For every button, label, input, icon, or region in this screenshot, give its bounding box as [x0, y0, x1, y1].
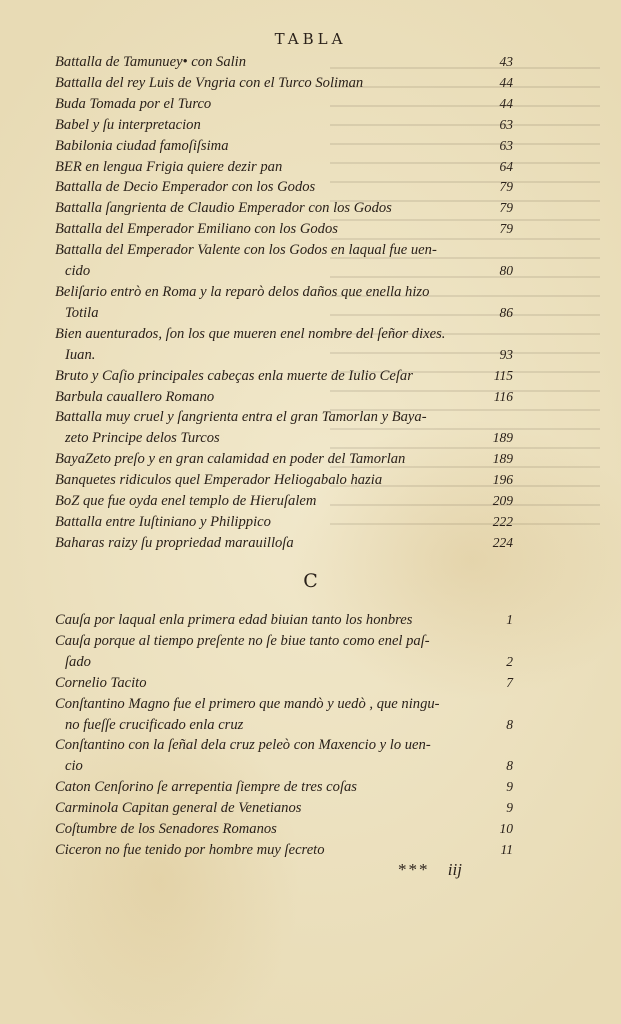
index-entry — [55, 777, 513, 798]
entry-text: Babel y ſu interpretacion — [55, 116, 201, 133]
catchword-signature — [398, 860, 518, 880]
entry-text: Coſtumbre de los Senadores Romanos — [55, 821, 277, 838]
entry-page-number: 8 — [506, 716, 513, 732]
entry-text: Caton Cenſorino ſe arrepentia ſiempre de tres coſas — [55, 779, 357, 796]
index-entry — [55, 157, 513, 178]
index-entry — [55, 840, 513, 861]
entry-text: Buda Tomada por el Turco — [55, 95, 212, 112]
entry-text-continued: Iuan. — [65, 346, 96, 363]
entry-page-number: 189 — [492, 430, 513, 446]
entry-text: Battalla de Tamunuey• con Salin — [55, 54, 247, 70]
entry-text: Ciceron no fue tenido por hombre muy ſecreto — [55, 841, 325, 858]
entry-page-number: 1 — [506, 612, 513, 627]
entry-text: Battalla del rey Luis de Vngria con el Turco Soliman — [55, 74, 364, 91]
entry-page-number: 209 — [492, 493, 513, 509]
index-section-b — [55, 52, 513, 554]
entry-page-number: 80 — [499, 263, 513, 279]
entry-text-continued: cido — [65, 263, 91, 280]
index-entry — [55, 115, 513, 136]
entry-page-number: 79 — [499, 200, 513, 216]
entry-text-continued: ſado — [65, 653, 91, 670]
entry-page-number: 196 — [492, 472, 513, 488]
index-entry — [55, 533, 513, 554]
entry-text: Cauſa porque al tiempo preſente no ſe biue tanto como enel paſ- — [55, 632, 430, 649]
index-entry — [55, 282, 513, 324]
entry-page-number: 10 — [499, 821, 513, 837]
index-entry — [55, 610, 513, 631]
entry-page-number: 43 — [499, 54, 513, 69]
entry-page-number: 7 — [506, 674, 513, 690]
entry-text: Battalla del Emperador Emiliano con los Godos — [55, 221, 338, 238]
entry-text: BER en lengua Frigia quiere dezir pan — [55, 158, 283, 175]
index-entry — [55, 694, 513, 736]
entry-text: Carminola Capitan general de Venetianos — [55, 800, 302, 817]
entry-page-number: 224 — [492, 534, 513, 550]
entry-page-number: 64 — [499, 158, 513, 174]
entry-page-number: 9 — [506, 779, 513, 795]
index-entry — [55, 324, 513, 366]
entry-text-continued: Totila — [65, 304, 99, 321]
entry-text: Banquetes ridiculos quel Emperador Heliogabalo hazia — [55, 472, 383, 489]
index-entry — [55, 673, 513, 694]
entry-text: BoZ que fue oyda enel templo de Hieruſalem — [55, 493, 317, 510]
entry-page-number: 115 — [493, 367, 513, 383]
index-entry — [55, 631, 513, 673]
entry-page-number: 9 — [506, 800, 513, 816]
entry-text: Battalla del Emperador Valente con los Godos en laqual fue uen- — [55, 242, 437, 259]
index-entry — [55, 798, 513, 819]
entry-text: Battalla ſangrienta de Claudio Emperador con los Godos — [55, 200, 392, 217]
index-entry — [55, 136, 513, 157]
entry-text: BayaZeto preſo y en gran calamidad en poder del Tamorlan — [55, 451, 406, 468]
entry-text: Battalla entre Iuſtiniano y Philippico — [55, 513, 271, 530]
index-entry — [55, 52, 513, 73]
entry-page-number: 44 — [499, 95, 513, 111]
entry-page-number: 93 — [499, 346, 513, 362]
entry-page-number: 86 — [499, 304, 513, 320]
section-letter-c: C — [303, 570, 318, 592]
index-section-c — [55, 610, 513, 861]
running-title: TABLA — [274, 30, 347, 48]
entry-text: Bien auenturados, ſon los que mueren enel nombre del ſeñor dixes. — [55, 325, 446, 342]
index-entry — [55, 512, 513, 533]
index-entry — [55, 177, 513, 198]
index-entry — [55, 735, 513, 777]
entry-text-continued: no fueſſe crucificado enla cruz — [65, 716, 244, 733]
index-entry — [55, 366, 513, 387]
entry-page-number: 63 — [499, 116, 513, 132]
index-entry — [55, 94, 513, 115]
index-entry — [55, 240, 513, 282]
entry-text: Barbula cauallero Romano — [55, 388, 215, 405]
index-entry — [55, 407, 513, 449]
entry-page-number: 116 — [493, 388, 513, 404]
index-entry — [55, 470, 513, 491]
entry-text-continued: zeto Principe delos Turcos — [65, 430, 220, 447]
entry-page-number: 222 — [492, 513, 513, 529]
entry-page-number: 2 — [506, 653, 513, 669]
entry-page-number: 189 — [492, 451, 513, 467]
entry-text: Cornelio Tacito — [55, 674, 147, 691]
catchword-stars: *** — [398, 860, 430, 879]
entry-page-number: 63 — [499, 137, 513, 153]
entry-text: Battalla muy cruel y ſangrienta entra el gran Tamorlan y Baya- — [55, 409, 427, 426]
entry-page-number: 79 — [499, 221, 513, 237]
signature-mark: iij — [447, 860, 462, 879]
entry-text: Baharas raizy ſu propriedad marauilloſa — [55, 534, 294, 551]
index-entry — [55, 387, 513, 408]
index-entry — [55, 449, 513, 470]
index-entry — [55, 73, 513, 94]
entry-text: Babilonia ciudad famoſiſsima — [55, 137, 229, 154]
entry-text: Battalla de Decio Emperador con los Godos — [55, 179, 316, 196]
entry-text: Conſtantino Magno fue el primero que mandò y uedò , que ningu- — [55, 695, 440, 712]
entry-page-number: 8 — [506, 758, 513, 774]
entry-text-continued: cio — [65, 758, 83, 775]
entry-page-number: 44 — [499, 74, 513, 90]
entry-text: Cauſa por laqual enla primera edad biuian tanto los honbres — [55, 612, 413, 628]
entry-page-number: 11 — [500, 841, 513, 857]
entry-page-number: 79 — [499, 179, 513, 195]
entry-text: Conſtantino con la ſeñal dela cruz peleò con Maxencio y lo uen- — [55, 737, 431, 754]
index-entry — [55, 198, 513, 219]
entry-text: Beliſario entrò en Roma y la reparò delos daños que enella hizo — [55, 283, 430, 300]
index-entry — [55, 819, 513, 840]
index-entry — [55, 491, 513, 512]
index-entry — [55, 219, 513, 240]
entry-text: Bruto y Caſio principales cabeças enla muerte de Iulio Ceſar — [55, 367, 413, 384]
